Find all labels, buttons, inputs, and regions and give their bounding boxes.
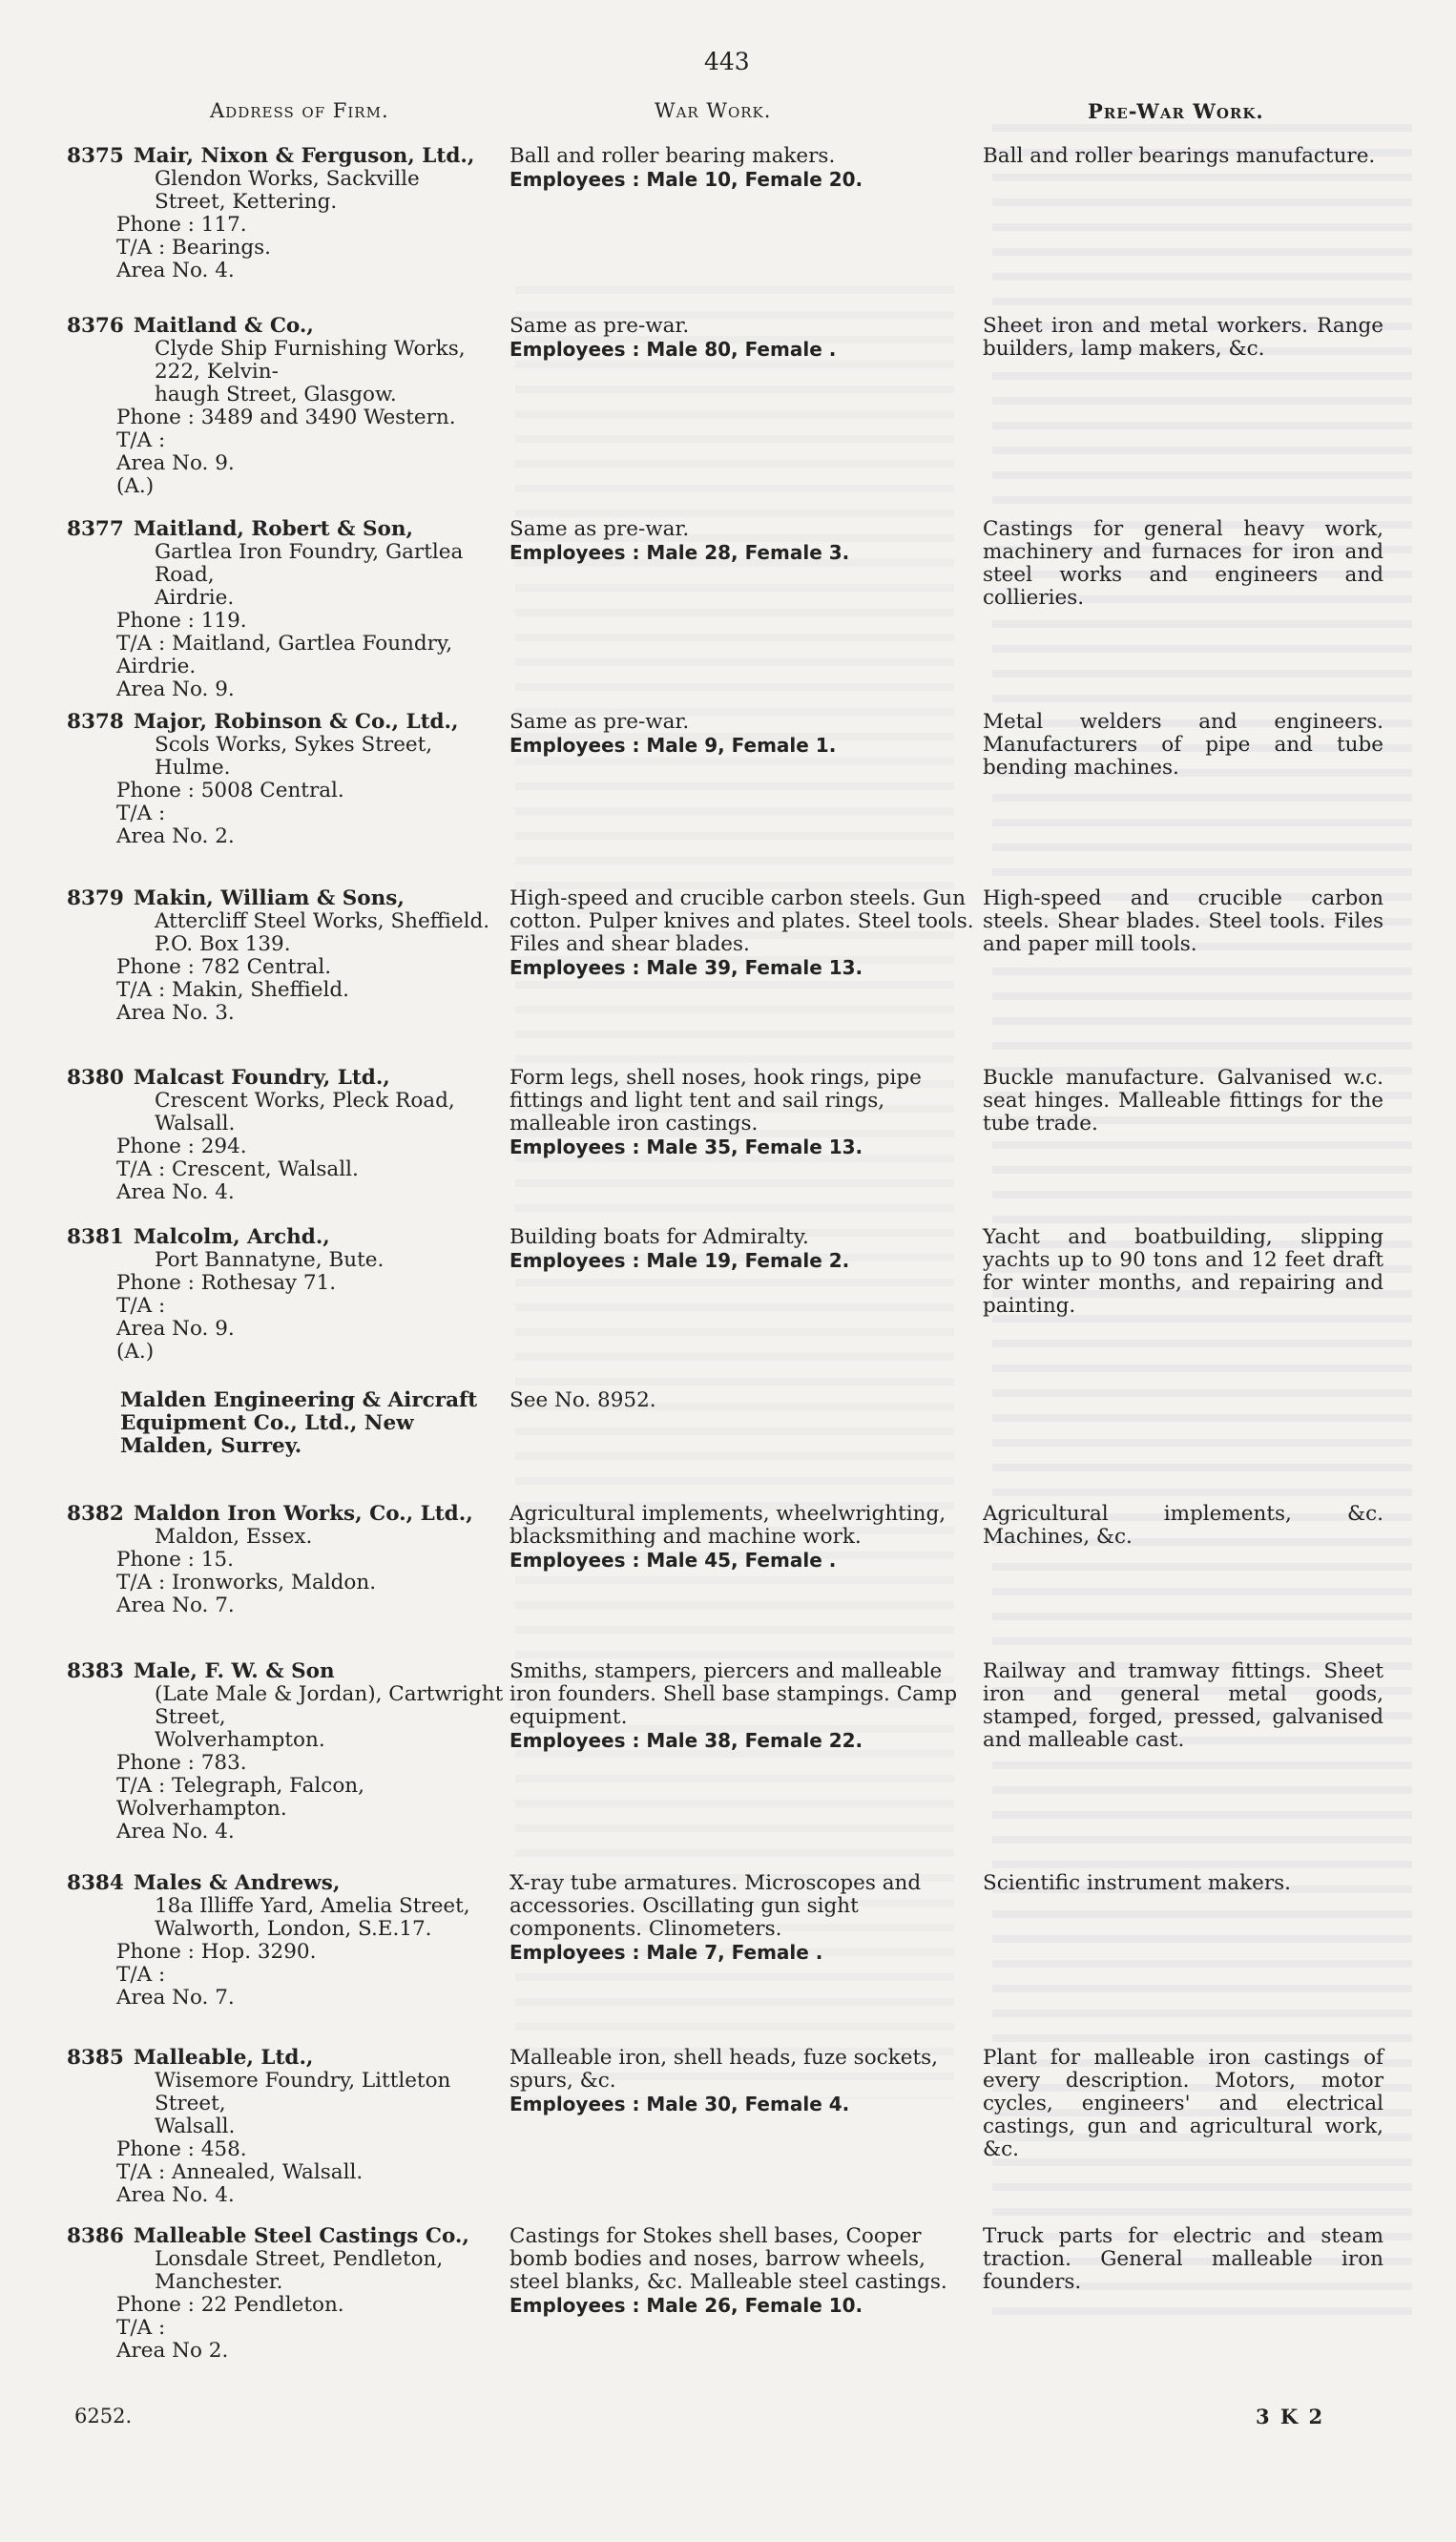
entry-number: 8380 bbox=[67, 1066, 124, 1090]
firm-name: Malden Engineering & Aircraft Equipment Co., Ltd., New Malden, Surrey. bbox=[120, 1388, 478, 1458]
address-line: Wisemore Foundry, Littleton Street, bbox=[155, 2069, 451, 2115]
war-work-description: See No. 8952. bbox=[510, 1388, 656, 1412]
address-line: P.O. Box 139. bbox=[155, 932, 291, 956]
area-number: Area No. 9. bbox=[116, 677, 235, 701]
phone: Phone : 782 Central. bbox=[116, 955, 332, 979]
pre-war-work: High-speed and crucible carbon steels. Shear blades. Steel tools. Files and paper mill tools. bbox=[983, 886, 1383, 956]
war-work-description: High-speed and crucible carbon steels. Gun cotton. Pulper knives and plates. Steel tools. Files and shear blades. bbox=[510, 886, 974, 956]
war-work bbox=[510, 1067, 977, 1158]
phone: Phone : 3489 and 3490 Western. bbox=[116, 406, 456, 429]
firm-address bbox=[67, 1389, 506, 1458]
entry-heading bbox=[67, 1389, 506, 1458]
entry-number: 8377 bbox=[67, 517, 124, 541]
footer-signature-mark: 3 K 2 bbox=[1256, 2405, 1325, 2428]
phone: Phone : Hop. 3290. bbox=[116, 1940, 317, 1964]
address-line: Airdrie. bbox=[155, 586, 235, 610]
phone: Phone : 458. bbox=[116, 2137, 247, 2161]
war-work-description: Same as pre-war. bbox=[510, 314, 690, 338]
page-number: 443 bbox=[704, 48, 750, 75]
war-work bbox=[510, 1226, 977, 1272]
firm-address bbox=[67, 1872, 506, 2010]
phone: Phone : Rothesay 71. bbox=[116, 1271, 337, 1295]
pre-war-work: Buckle manufacture. Galvanised w.c. seat hinges. Malleable fittings for the tube trade. bbox=[983, 1066, 1383, 1136]
firm-name: Malleable Steel Castings Co., bbox=[133, 2224, 469, 2248]
employees-count: Employees : Male 19, Female 2. bbox=[510, 1249, 850, 1272]
footer-print-code: 6252. bbox=[74, 2405, 133, 2427]
address-line: Attercliff Steel Works, Sheffield. bbox=[155, 909, 490, 933]
pre-war-work: Metal welders and engineers. Manufacturers of pipe and tube bending machines. bbox=[983, 710, 1383, 780]
war-work bbox=[510, 2047, 977, 2115]
telegraphic-address: T/A : bbox=[116, 1294, 166, 1318]
entry-number: 8383 bbox=[67, 1659, 124, 1683]
war-work bbox=[510, 1503, 977, 1572]
entry-number: 8379 bbox=[67, 886, 124, 910]
firm-address bbox=[67, 887, 506, 1025]
telegraphic-address: T/A : Crescent, Walsall. bbox=[116, 1157, 359, 1181]
war-work bbox=[510, 2225, 977, 2317]
area-note: (A.) bbox=[116, 1340, 155, 1364]
area-number: Area No. 4. bbox=[116, 2183, 235, 2207]
entry-heading bbox=[67, 1872, 506, 1895]
entry-heading bbox=[67, 2225, 506, 2248]
entry-heading bbox=[67, 145, 506, 168]
firm-address bbox=[67, 315, 506, 498]
entry-heading bbox=[67, 1067, 506, 1090]
war-work-description: Agricultural implements, wheelwrighting, blacksmithing and machine work. bbox=[510, 1502, 946, 1549]
address-line: Walsall. bbox=[155, 2115, 236, 2138]
firm-name: Males & Andrews, bbox=[133, 1871, 341, 1895]
war-work-description: Ball and roller bearing makers. bbox=[510, 144, 836, 168]
area-number: Area No. 4. bbox=[116, 1180, 235, 1204]
telegraphic-address: T/A : bbox=[116, 802, 166, 825]
area-number: Area No. 9. bbox=[116, 1317, 235, 1341]
employees-count: Employees : Male 30, Female 4. bbox=[510, 2093, 850, 2115]
employees-count: Employees : Male 39, Female 13. bbox=[510, 956, 863, 979]
entry-number: 8384 bbox=[67, 1871, 124, 1895]
firm-name: Maitland & Co., bbox=[133, 314, 314, 338]
address-line: Hulme. bbox=[155, 756, 231, 780]
phone: Phone : 117. bbox=[116, 213, 247, 237]
employees-count: Employees : Male 10, Female 20. bbox=[510, 168, 863, 191]
firm-name: Maldon Iron Works, Co., Ltd., bbox=[133, 1502, 473, 1526]
firm-name: Mair, Nixon & Ferguson, Ltd., bbox=[133, 144, 475, 168]
war-work bbox=[510, 887, 977, 979]
pre-war-work: Sheet iron and metal workers. Range builders, lamp makers, &c. bbox=[983, 314, 1383, 361]
address-line: (Late Male & Jordan), Cartwright Street, bbox=[155, 1682, 504, 1729]
phone: Phone : 119. bbox=[116, 609, 247, 633]
war-work-description: Same as pre-war. bbox=[510, 710, 690, 734]
area-number: Area No 2. bbox=[116, 2339, 229, 2363]
address-line: Crescent Works, Pleck Road, Walsall. bbox=[155, 1089, 455, 1136]
war-work bbox=[510, 1872, 977, 1964]
column-header-war-work: War Work. bbox=[655, 99, 772, 122]
entry-number: 8382 bbox=[67, 1502, 124, 1526]
firm-name: Male, F. W. & Son bbox=[133, 1659, 335, 1683]
entry-number: 8386 bbox=[67, 2224, 124, 2248]
address-line: Wolverhampton. bbox=[155, 1728, 325, 1752]
employees-count: Employees : Male 38, Female 22. bbox=[510, 1729, 863, 1752]
employees-count: Employees : Male 26, Female 10. bbox=[510, 2294, 863, 2317]
firm-address bbox=[67, 518, 506, 701]
address-line: haugh Street, Glasgow. bbox=[155, 383, 397, 406]
address-line: Scols Works, Sykes Street, bbox=[155, 733, 433, 757]
telegraphic-address: T/A : Maitland, Gartlea Foundry, Airdrie. bbox=[116, 632, 453, 678]
pre-war-work: Castings for general heavy work, machinery and furnaces for iron and steel works and engineers and collieries. bbox=[983, 517, 1383, 610]
telegraphic-address: T/A : Ironworks, Maldon. bbox=[116, 1571, 377, 1594]
war-work bbox=[510, 315, 977, 361]
entry-heading bbox=[67, 518, 506, 541]
phone: Phone : 5008 Central. bbox=[116, 779, 344, 802]
telegraphic-address: T/A : bbox=[116, 2316, 166, 2340]
telegraphic-address: T/A : Annealed, Walsall. bbox=[116, 2160, 364, 2184]
war-work-description: Malleable iron, shell heads, fuze sockets, spurs, &c. bbox=[510, 2046, 938, 2093]
war-work-description: X-ray tube armatures. Microscopes and accessories. Oscillating gun sight components. Clinometers. bbox=[510, 1871, 922, 1941]
entry-heading bbox=[67, 2047, 506, 2070]
firm-address bbox=[67, 2047, 506, 2207]
war-work bbox=[510, 518, 977, 564]
firm-name: Malleable, Ltd., bbox=[133, 2046, 314, 2070]
pre-war-work: Plant for malleable iron castings of every description. Motors, motor cycles, engineers' and electrical castings, gun and agricultural work, &c. bbox=[983, 2046, 1383, 2161]
entry-heading bbox=[67, 1660, 506, 1683]
area-note: (A.) bbox=[116, 474, 155, 498]
address-line: Clyde Ship Furnishing Works, 222, Kelvin- bbox=[155, 337, 466, 384]
address-line: Glendon Works, Sackville bbox=[155, 167, 420, 191]
area-number: Area No. 7. bbox=[116, 1986, 235, 2010]
employees-count: Employees : Male 35, Female 13. bbox=[510, 1136, 863, 1158]
firm-address bbox=[67, 2225, 506, 2363]
telegraphic-address: T/A : bbox=[116, 1963, 166, 1987]
telegraphic-address: T/A : Bearings. bbox=[116, 236, 271, 260]
address-line: 18a Illiffe Yard, Amelia Street, Walworth, London, S.E.17. bbox=[155, 1894, 470, 1941]
pre-war-work: Agricultural implements, &c. Machines, &c. bbox=[983, 1502, 1383, 1549]
firm-name: Makin, William & Sons, bbox=[133, 886, 405, 910]
firm-name: Maitland, Robert & Son, bbox=[133, 517, 413, 541]
firm-address bbox=[67, 1067, 506, 1204]
war-work-description: Castings for Stokes shell bases, Cooper bomb bodies and noses, barrow wheels, steel blanks, &c. Malleable steel castings. bbox=[510, 2224, 947, 2294]
entry-heading bbox=[67, 1503, 506, 1526]
area-number: Area No. 2. bbox=[116, 824, 235, 848]
phone: Phone : 15. bbox=[116, 1548, 234, 1572]
entry-number: 8378 bbox=[67, 710, 124, 734]
address-line: Gartlea Iron Foundry, Gartlea Road, bbox=[155, 540, 464, 587]
bleed-through bbox=[992, 124, 1412, 2319]
firm-name: Malcolm, Archd., bbox=[133, 1225, 330, 1249]
telegraphic-address: T/A : Makin, Sheffield. bbox=[116, 978, 349, 1002]
area-number: Area No. 7. bbox=[116, 1594, 235, 1617]
entry-number: 8385 bbox=[67, 2046, 124, 2070]
war-work bbox=[510, 1660, 977, 1752]
phone: Phone : 294. bbox=[116, 1135, 247, 1158]
address-line: Port Bannatyne, Bute. bbox=[155, 1248, 385, 1272]
pre-war-work: Ball and roller bearings manufacture. bbox=[983, 144, 1376, 168]
war-work-description: Same as pre-war. bbox=[510, 517, 690, 541]
pre-war-work: Truck parts for electric and steam traction. General malleable iron founders. bbox=[983, 2224, 1383, 2294]
war-work bbox=[510, 1389, 977, 1412]
address-line: Lonsdale Street, Pendleton, Manchester. bbox=[155, 2247, 444, 2294]
employees-count: Employees : Male 9, Female 1. bbox=[510, 734, 837, 757]
entry-heading bbox=[67, 315, 506, 338]
entry-heading bbox=[67, 711, 506, 734]
address-line: Street, Kettering. bbox=[155, 190, 338, 214]
telegraphic-address: T/A : Telegraph, Falcon, Wolverhampton. bbox=[116, 1774, 364, 1821]
area-number: Area No. 4. bbox=[116, 259, 235, 282]
employees-count: Employees : Male 28, Female 3. bbox=[510, 541, 850, 564]
war-work-description: Form legs, shell noses, hook rings, pipe fittings and light tent and sail rings, malleable iron castings. bbox=[510, 1066, 922, 1136]
war-work-description: Smiths, stampers, piercers and malleable iron founders. Shell base stampings. Camp equipment. bbox=[510, 1659, 958, 1729]
phone: Phone : 783. bbox=[116, 1751, 247, 1775]
pre-war-work: Yacht and boatbuilding, slipping yachts up to 90 tons and 12 feet draft for winter months, and repairing and painting. bbox=[983, 1225, 1383, 1318]
firm-address bbox=[67, 1660, 506, 1844]
firm-address bbox=[67, 1503, 506, 1617]
area-number: Area No. 9. bbox=[116, 451, 235, 475]
entry-number: 8381 bbox=[67, 1225, 124, 1249]
phone: Phone : 22 Pendleton. bbox=[116, 2293, 344, 2317]
address-line: Maldon, Essex. bbox=[155, 1525, 313, 1549]
war-work bbox=[510, 711, 977, 757]
entry-heading bbox=[67, 1226, 506, 1249]
employees-count: Employees : Male 80, Female . bbox=[510, 338, 837, 361]
telegraphic-address: T/A : bbox=[116, 428, 166, 452]
war-work-description: Building boats for Admiralty. bbox=[510, 1225, 809, 1249]
entry-number: 8376 bbox=[67, 314, 124, 338]
column-header-pre-war-work: Pre-War Work. bbox=[1088, 99, 1264, 123]
area-number: Area No. 4. bbox=[116, 1820, 235, 1844]
firm-address bbox=[67, 1226, 506, 1364]
entry-number: 8375 bbox=[67, 144, 124, 168]
firm-address bbox=[67, 145, 506, 282]
employees-count: Employees : Male 7, Female . bbox=[510, 1941, 823, 1964]
firm-name: Malcast Foundry, Ltd., bbox=[133, 1066, 390, 1090]
firm-name: Major, Robinson & Co., Ltd., bbox=[133, 710, 459, 734]
pre-war-work: Scientific instrument makers. bbox=[983, 1871, 1292, 1895]
entry-heading bbox=[67, 887, 506, 910]
war-work bbox=[510, 145, 977, 191]
firm-address bbox=[67, 711, 506, 848]
column-header-address: Address of Firm. bbox=[210, 99, 389, 122]
employees-count: Employees : Male 45, Female . bbox=[510, 1549, 837, 1572]
pre-war-work: Railway and tramway fittings. Sheet iron and general metal goods, stamped, forged, pressed, galvanised and malleable cast. bbox=[983, 1659, 1383, 1752]
area-number: Area No. 3. bbox=[116, 1001, 235, 1025]
